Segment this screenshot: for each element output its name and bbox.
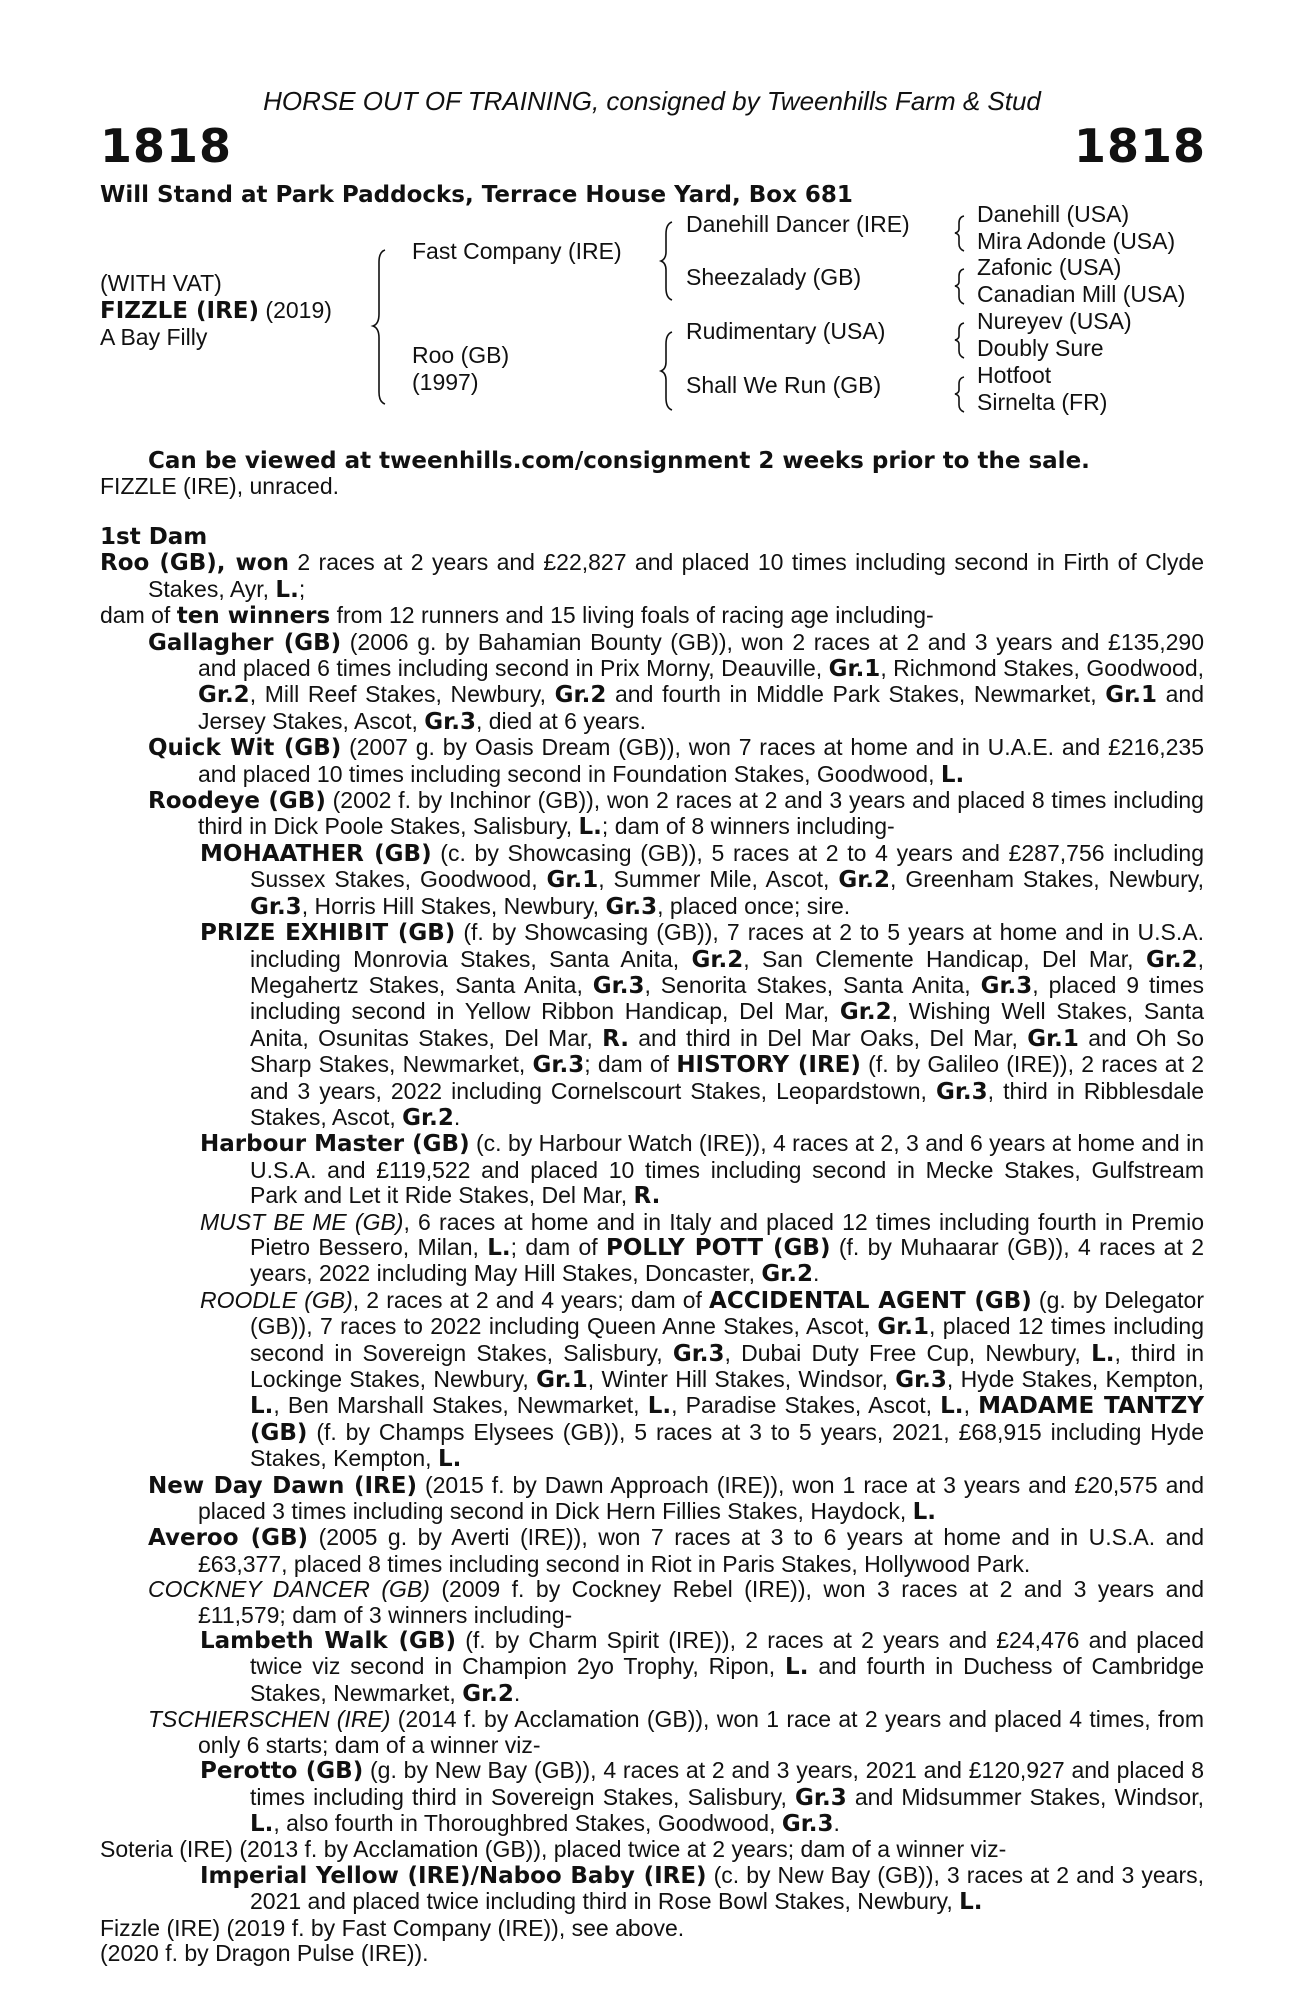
group-badge: Gr.1 xyxy=(546,867,599,894)
listed-badge: L. xyxy=(578,814,602,841)
group-badge: Gr.3 xyxy=(795,1784,847,1811)
horse-title xyxy=(100,297,332,325)
listed-badge: L. xyxy=(912,1499,937,1526)
horse-description: A Bay Filly xyxy=(100,324,208,350)
grandsire-3: Nureyev (USA) xyxy=(977,308,1132,334)
produce-entry-cockney-dancer xyxy=(100,1577,1204,1628)
produce-entry-new-day-dawn xyxy=(100,1473,1204,1526)
text-fragment: (f. by Galileo (IRE)), 2 races at 2 and 3 years, 2022 including Cornelscourt Stakes, Leopardstown, xyxy=(250,1051,1205,1104)
text-fragment: (2014 f. by Acclamation (GB)), won 1 race at 2 years and placed 4 times, from only 6 starts; dam of a winner viz- xyxy=(198,1706,1204,1758)
listed-badge: L. xyxy=(785,1654,809,1681)
grandsire-4: Hotfoot xyxy=(977,362,1052,388)
text-fragment: ; dam of xyxy=(510,1233,606,1260)
text-fragment: ; xyxy=(298,575,306,602)
group-badge: Gr.3 xyxy=(424,708,476,735)
produce-entry-gallagher xyxy=(100,630,1204,736)
text-fragment: , Winter Hill Stakes, Windsor, xyxy=(587,1366,896,1392)
text-fragment: , Wishing Well Stakes, Santa Anita, Osunitas Stakes, Del Mar, xyxy=(250,998,1204,1051)
group-badge: Gr.1 xyxy=(1105,682,1157,709)
group-badge: Gr.1 xyxy=(877,1314,930,1341)
text-fragment: , Senorita Stakes, Santa Anita, xyxy=(644,971,981,998)
text-fragment: , 2 races at 2 and 4 years; dam of xyxy=(352,1286,710,1313)
group-badge: Gr.3 xyxy=(935,1078,988,1105)
horse-name: FIZZLE (IRE) xyxy=(100,298,260,324)
text-fragment: from 12 runners and 15 living foals of racing age including- xyxy=(330,602,934,629)
dam-produce-summary xyxy=(100,603,1204,629)
text-fragment: and fourth in Middle Park Stakes, Newmarket, xyxy=(606,681,1106,708)
group-badge: Gr.3 xyxy=(532,1052,585,1079)
lot-number-left: 1818 xyxy=(100,119,233,173)
text-fragment: (g. by New Bay (GB)), 4 races at 2 and 3 years, 2021 and £120,927 and placed 8 times including third in Sovereign Stakes, Salisbury, xyxy=(250,1757,1204,1810)
granddam-3: Doubly Sure xyxy=(977,335,1104,361)
text-fragment: , placed 9 times including second in Yellow Ribbon Handicap, Del Mar, xyxy=(250,971,1204,1025)
produce-name: Lambeth Walk (GB) xyxy=(200,1628,456,1655)
group-badge: Gr.3 xyxy=(672,1340,725,1367)
produce-name: ACCIDENTAL AGENT (GB) xyxy=(709,1287,1032,1314)
text-fragment: (c. by Harbour Watch (IRE)), 4 races at 2, 3 and 6 years at home and in U.S.A. and £119,522 and placed 10 times including second in Mecke Stakes, Gulfstream Park and Let it Ride Stakes, Del Mar, xyxy=(250,1130,1204,1209)
produce-name: Harbour Master (GB) xyxy=(200,1131,470,1158)
sire-sire-name: Danehill Dancer (IRE) xyxy=(686,211,910,237)
produce-name: ROODLE (GB) xyxy=(200,1286,353,1313)
text-fragment: (c. by New Bay (GB)), 3 races at 2 and 3 years, 2021 and placed twice including third in Rose Bowl Stakes, Newbury, xyxy=(250,1861,1204,1915)
text-fragment: (2015 f. by Dawn Approach (IRE)), won 1 race at 3 years and £20,575 and placed 3 times including second in Dick Hern Fillies Stakes, Haydock, xyxy=(198,1471,1204,1525)
text-fragment: , Ben Marshall Stakes, Newmarket, xyxy=(273,1392,648,1419)
text-fragment: , Greenham Stakes, Newbury, xyxy=(890,866,1204,893)
listed-badge: L. xyxy=(647,1393,672,1420)
text-fragment: , died at 6 years. xyxy=(475,707,646,734)
group-badge: Gr.2 xyxy=(554,682,607,709)
text-fragment: , placed once; sire. xyxy=(657,892,851,919)
produce-name: HISTORY (IRE) xyxy=(676,1052,861,1079)
produce-name: Roodeye (GB) xyxy=(148,788,326,815)
listed-badge: L. xyxy=(959,1889,983,1916)
group-badge: Gr.3 xyxy=(980,972,1033,999)
restricted-badge: R. xyxy=(633,1183,661,1210)
consignment-heading: HORSE OUT OF TRAINING, consigned by Tweenhills Farm & Stud xyxy=(263,86,1041,116)
text-fragment: (2009 f. by Cockney Rebel (IRE)), won 3 races at 2 and 3 years and £11,579; dam of 3 winners including- xyxy=(198,1576,1204,1628)
restricted-badge: R. xyxy=(602,1025,629,1052)
text-fragment: , Hyde Stakes, Kempton, xyxy=(946,1366,1204,1392)
produce-entry-tschierschen xyxy=(100,1707,1204,1758)
text-fragment: (f. by Showcasing (GB)), 7 races at 2 to 5 years at home and in U.S.A. including Monrovia Stakes, Santa Anita, xyxy=(250,919,1204,972)
text-fragment: ; dam of 8 winners including- xyxy=(601,813,895,840)
produce-name: MOHAATHER (GB) xyxy=(200,840,432,867)
dam-dam-name: Shall We Run (GB) xyxy=(686,372,882,398)
produce-name: COCKNEY DANCER (GB) xyxy=(148,1576,430,1603)
text-fragment: (2002 f. by Inchinor (GB)), won 2 races at 2 and 3 years and placed 8 times including third in Dick Poole Stakes, Salisbury, xyxy=(198,787,1204,840)
text-fragment: (g. by Delegator (GB)), 7 races to 2022 including Queen Anne Stakes, Ascot, xyxy=(250,1286,1204,1340)
text-fragment: (f. by Champs Elysees (GB)), 5 races at 3 to 5 years, 2021, £68,915 including Hyde Stakes, Kempton, xyxy=(250,1418,1204,1472)
produce-name: Quick Wit (GB) xyxy=(148,735,342,762)
group-badge: Gr.2 xyxy=(838,867,891,894)
produce-name: MUST BE ME (GB) xyxy=(200,1208,404,1235)
text-fragment: , Paradise Stakes, Ascot, xyxy=(671,1392,941,1419)
text-fragment: , Dubai Duty Free Cup, Newbury, xyxy=(724,1339,1092,1366)
text-fragment: , Mill Reef Stakes, Newbury, xyxy=(249,681,555,708)
produce-entry-prize-exhibit xyxy=(100,920,1204,1131)
grandsire-2: Zafonic (USA) xyxy=(977,254,1122,280)
text-fragment: (2005 g. by Averti (IRE)), won 7 races at 3 to 6 years at home and in U.S.A. and £63,377, placed 8 times including second in Riot in Paris Stakes, Hollywood Park. xyxy=(198,1524,1204,1577)
text-fragment: and Oh So Sharp Stakes, Newmarket, xyxy=(250,1024,1205,1078)
dam-sire-name: Rudimentary (USA) xyxy=(686,318,886,344)
dam-entry-name: Roo (GB) xyxy=(100,550,217,577)
produce-entry-mohaather xyxy=(100,841,1204,920)
produce-entry-averoo xyxy=(100,1525,1204,1577)
lot-number-right: 1818 xyxy=(1073,119,1206,173)
produce-entry-harbour-master xyxy=(100,1131,1204,1209)
text-fragment: and Midsummer Stakes, Windsor, xyxy=(846,1783,1204,1810)
winners-count: ten winners xyxy=(176,603,331,630)
group-badge: Gr.1 xyxy=(828,656,881,683)
text-fragment: , Megahertz Stakes, Santa Anita, xyxy=(250,945,1205,998)
text-fragment: . xyxy=(453,1103,461,1130)
group-badge: Gr.3 xyxy=(592,972,645,999)
sire-name: Fast Company (IRE) xyxy=(412,238,622,264)
text-fragment: (c. by Showcasing (GB)), 5 races at 2 to 4 years and £287,756 including Sussex Stakes, Goodwood, xyxy=(250,839,1204,893)
listed-badge: L. xyxy=(487,1234,511,1261)
group-badge: Gr.3 xyxy=(781,1810,834,1837)
listed-badge: L. xyxy=(250,1810,274,1837)
text-fragment: , Richmond Stakes, Goodwood, xyxy=(880,655,1204,682)
text-fragment: . xyxy=(813,1260,820,1287)
text-fragment: , Summer Mile, Ascot, xyxy=(598,866,839,893)
produce-name: Gallagher (GB) xyxy=(148,629,342,656)
produce-entry-roodeye xyxy=(100,788,1204,841)
viewing-notice: Can be viewed at tweenhills.com/consignment 2 weeks prior to the sale. xyxy=(148,448,1090,474)
granddam-4: Sirnelta (FR) xyxy=(977,389,1108,415)
text-fragment: (f. by Charm Spirit (IRE)), 2 races at 2 years and £24,476 and placed twice viz second in Champion 2yo Trophy, Ripon, xyxy=(250,1627,1204,1680)
dam-entry xyxy=(100,550,1204,603)
listed-badge: L. xyxy=(437,1446,462,1473)
produce-entry-roodle xyxy=(100,1288,1204,1473)
listed-badge: L. xyxy=(250,1393,274,1420)
produce-name: PRIZE EXHIBIT (GB) xyxy=(200,920,456,947)
produce-entry-fizzle: Fizzle (IRE) (2019 f. by Fast Company (IRE)), see above. xyxy=(100,1914,685,1941)
text-fragment: dam of xyxy=(100,602,177,629)
listed-badge: L. xyxy=(940,761,965,788)
text-fragment: ; dam of xyxy=(584,1051,677,1078)
produce-name: MADAME TANTZY (GB) xyxy=(250,1393,1204,1446)
text-fragment: (2006 g. by Bahamian Bounty (GB)), won 2 races at 2 and 3 years and £135,290 and placed 6 times including second in Prix Morny, Deauville, xyxy=(198,628,1204,682)
produce-entry-lambeth-walk xyxy=(100,1628,1204,1707)
text-fragment: , third in Ribblesdale Stakes, Ascot, xyxy=(250,1077,1204,1130)
produce-entry-imperial-yellow xyxy=(100,1863,1204,1916)
produce-entry-perotto xyxy=(100,1758,1204,1837)
vat-label: (WITH VAT) xyxy=(100,270,222,296)
produce-entry-soteria: Soteria (IRE) (2013 f. by Acclamation (GB)), placed twice at 2 years; dam of a winner viz- xyxy=(100,1836,1007,1863)
text-fragment: . xyxy=(513,1679,521,1706)
text-fragment: and Jersey Stakes, Ascot, xyxy=(198,681,1205,734)
text-fragment: , San Clemente Handicap, Del Mar, xyxy=(743,945,1146,972)
listed-badge: L. xyxy=(940,1393,964,1420)
dam-year: (1997) xyxy=(412,369,479,395)
first-dam-heading: 1st Dam xyxy=(100,524,208,551)
text-fragment: , 6 races at home and in Italy and placed 12 times including fourth in Premio Pietro Bessero, Milan, xyxy=(250,1208,1204,1260)
dam-name: Roo (GB) xyxy=(412,342,510,368)
text-fragment: . xyxy=(833,1809,840,1836)
produce-name: New Day Dawn (IRE) xyxy=(148,1472,417,1499)
group-badge: Gr.2 xyxy=(198,682,250,709)
grandsire-1: Danehill (USA) xyxy=(977,201,1130,227)
catalogue-page xyxy=(100,86,1204,1966)
group-badge: Gr.3 xyxy=(250,893,302,920)
group-badge: Gr.2 xyxy=(691,946,744,973)
lot-number-row xyxy=(100,120,1204,172)
produce-name: Imperial Yellow (IRE)/Naboo Baby (IRE) xyxy=(200,1862,707,1889)
produce-name: TSCHIERSCHEN (IRE) xyxy=(148,1706,391,1733)
sire-dam-name: Sheezalady (GB) xyxy=(686,264,862,290)
produce-name: POLLY POTT (GB) xyxy=(606,1234,831,1261)
produce-entry-quick-wit xyxy=(100,735,1204,788)
text-fragment: , placed 12 times including second in Sovereign Stakes, Salisbury, xyxy=(250,1313,1204,1366)
produce-entry-must-be-me xyxy=(100,1210,1204,1288)
produce-name: Perotto (GB) xyxy=(200,1758,364,1785)
text-fragment: and third in Del Mar Oaks, Del Mar, xyxy=(628,1024,1028,1051)
group-badge: Gr.1 xyxy=(536,1367,588,1393)
group-badge: Gr.1 xyxy=(1027,1025,1079,1052)
dam-won-label: , won xyxy=(216,550,289,577)
text-fragment: and fourth in Duchess of Cambridge Stakes, Newmarket, xyxy=(250,1653,1204,1706)
group-badge: Gr.2 xyxy=(839,999,892,1026)
group-badge: Gr.2 xyxy=(1145,946,1198,973)
race-record: FIZZLE (IRE), unraced. xyxy=(100,473,340,499)
group-badge: Gr.2 xyxy=(462,1680,514,1707)
horse-year: (2019) xyxy=(265,297,332,323)
stand-location: Will Stand at Park Paddocks, Terrace House Yard, Box 681 xyxy=(100,182,853,208)
produce-entry-2020-foal: (2020 f. by Dragon Pulse (IRE)). xyxy=(100,1939,429,1966)
text-fragment: (f. by Muhaarar (GB)), 4 races at 2 years, 2022 including May Hill Stakes, Doncaster, xyxy=(250,1233,1204,1287)
group-badge: Gr.3 xyxy=(605,893,658,920)
pedigree-table xyxy=(100,201,1204,436)
text-fragment: , xyxy=(963,1392,979,1419)
group-badge: Gr.2 xyxy=(402,1104,454,1131)
produce-name: Averoo (GB) xyxy=(148,1525,309,1552)
text-fragment: , also fourth in Thoroughbred Stakes, Goodwood, xyxy=(273,1809,782,1836)
group-badge: Gr.2 xyxy=(761,1261,814,1288)
group-badge: Gr.3 xyxy=(895,1367,947,1393)
granddam-2: Canadian Mill (USA) xyxy=(977,281,1186,307)
text-fragment: (2007 g. by Oasis Dream (GB)), won 7 races at home and in U.A.E. and £216,235 and placed 10 times including second in Foundation Stakes, Goodwood, xyxy=(198,734,1205,787)
text-fragment: , Horris Hill Stakes, Newbury, xyxy=(301,892,606,919)
listed-badge: L. xyxy=(1091,1340,1115,1367)
text-fragment: , third in Lockinge Stakes, Newbury, xyxy=(250,1339,1204,1392)
granddam-1: Mira Adonde (USA) xyxy=(977,228,1176,254)
listed-badge: L. xyxy=(275,576,299,603)
dam-entry-text: 2 races at 2 years and £22,827 and placed 10 times including second in Firth of Clyde Stakes, Ayr, xyxy=(148,549,1204,602)
